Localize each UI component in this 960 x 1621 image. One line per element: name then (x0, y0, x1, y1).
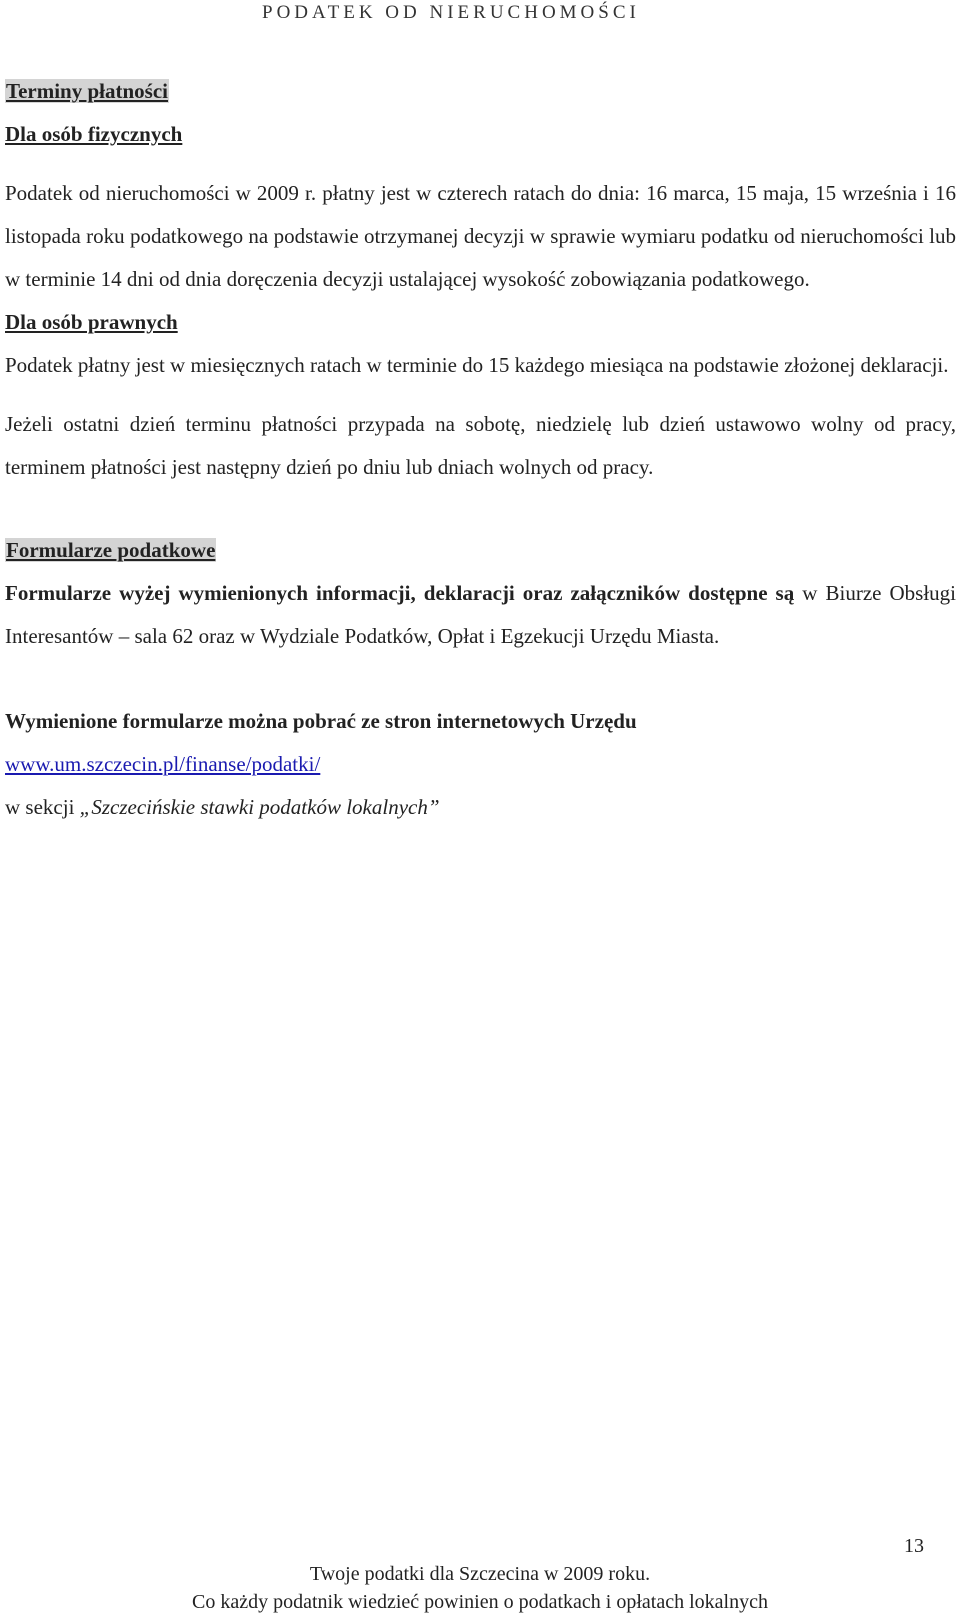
section-prefix: w sekcji (5, 795, 75, 819)
paragraph-holiday-rule: Jeżeli ostatni dzień terminu płatności przypada na sobotę, niedzielę lub dzień ustawowo wolny od pracy, terminem płatności jest następny dzień po dniu lub dniach wolnych od pracy. (5, 412, 956, 479)
section-reference-line (5, 786, 956, 829)
forms-availability-bold: Formularze wyżej wymienionych informacji, deklaracji oraz załączników dostępne są (5, 581, 795, 605)
running-header: PODATEK OD NIERUCHOMOŚCI (262, 2, 640, 23)
page-footer (0, 1560, 960, 1616)
forms-availability-rest: w Biurze Obsługi Interesantów – sala 62 oraz w Wydziale Podatków, Opłat i Egzekucji Urzędu Miasta. (5, 581, 957, 648)
download-heading (5, 700, 956, 743)
page-number: 13 (904, 1535, 924, 1557)
subheading-legal-entities (5, 301, 956, 344)
payment-terms-title: Terminy płatności (6, 79, 168, 103)
forms-website-link[interactable]: www.um.szczecin.pl/finanse/podatki/ (5, 752, 321, 776)
subheading-individuals (5, 113, 956, 156)
paragraph-individuals: Podatek od nieruchomości w 2009 r. płatny jest w czterech ratach do dnia: 16 marca, 15 maja, 15 września i 16 listopada roku podatkowego na podstawie otrzymanej decyzji w sprawie wymiaru podatku od nieruchomości lub w terminie 14 dni od dnia doręczenia decyzji ustalającej wysokość zobowiązania podatkowego. (5, 181, 956, 291)
individuals-title: Dla osób fizycznych (5, 122, 183, 146)
section-name: „Szczecińskie stawki podatków lokalnych” (79, 795, 440, 819)
download-heading-text: Wymienione formularze można pobrać ze stron internetowych Urzędu (5, 709, 637, 733)
link-line (5, 743, 956, 786)
document-body (5, 70, 956, 829)
tax-forms-title: Formularze podatkowe (6, 538, 216, 562)
paragraph-legal-entities: Podatek płatny jest w miesięcznych ratach w terminie do 15 każdego miesiąca na podstawie złożonej deklaracji. (5, 353, 949, 377)
paragraph-forms-availability (5, 572, 956, 658)
section-heading-tax-forms (5, 529, 956, 572)
legal-entities-title: Dla osób prawnych (5, 310, 178, 334)
section-heading-payment-terms (5, 70, 956, 113)
footer-line-1: Twoje podatki dla Szczecina w 2009 roku. (309, 1563, 651, 1585)
footer-line-2: Co każdy podatnik wiedzieć powinien o podatkach i opłatach lokalnych (192, 1591, 768, 1613)
